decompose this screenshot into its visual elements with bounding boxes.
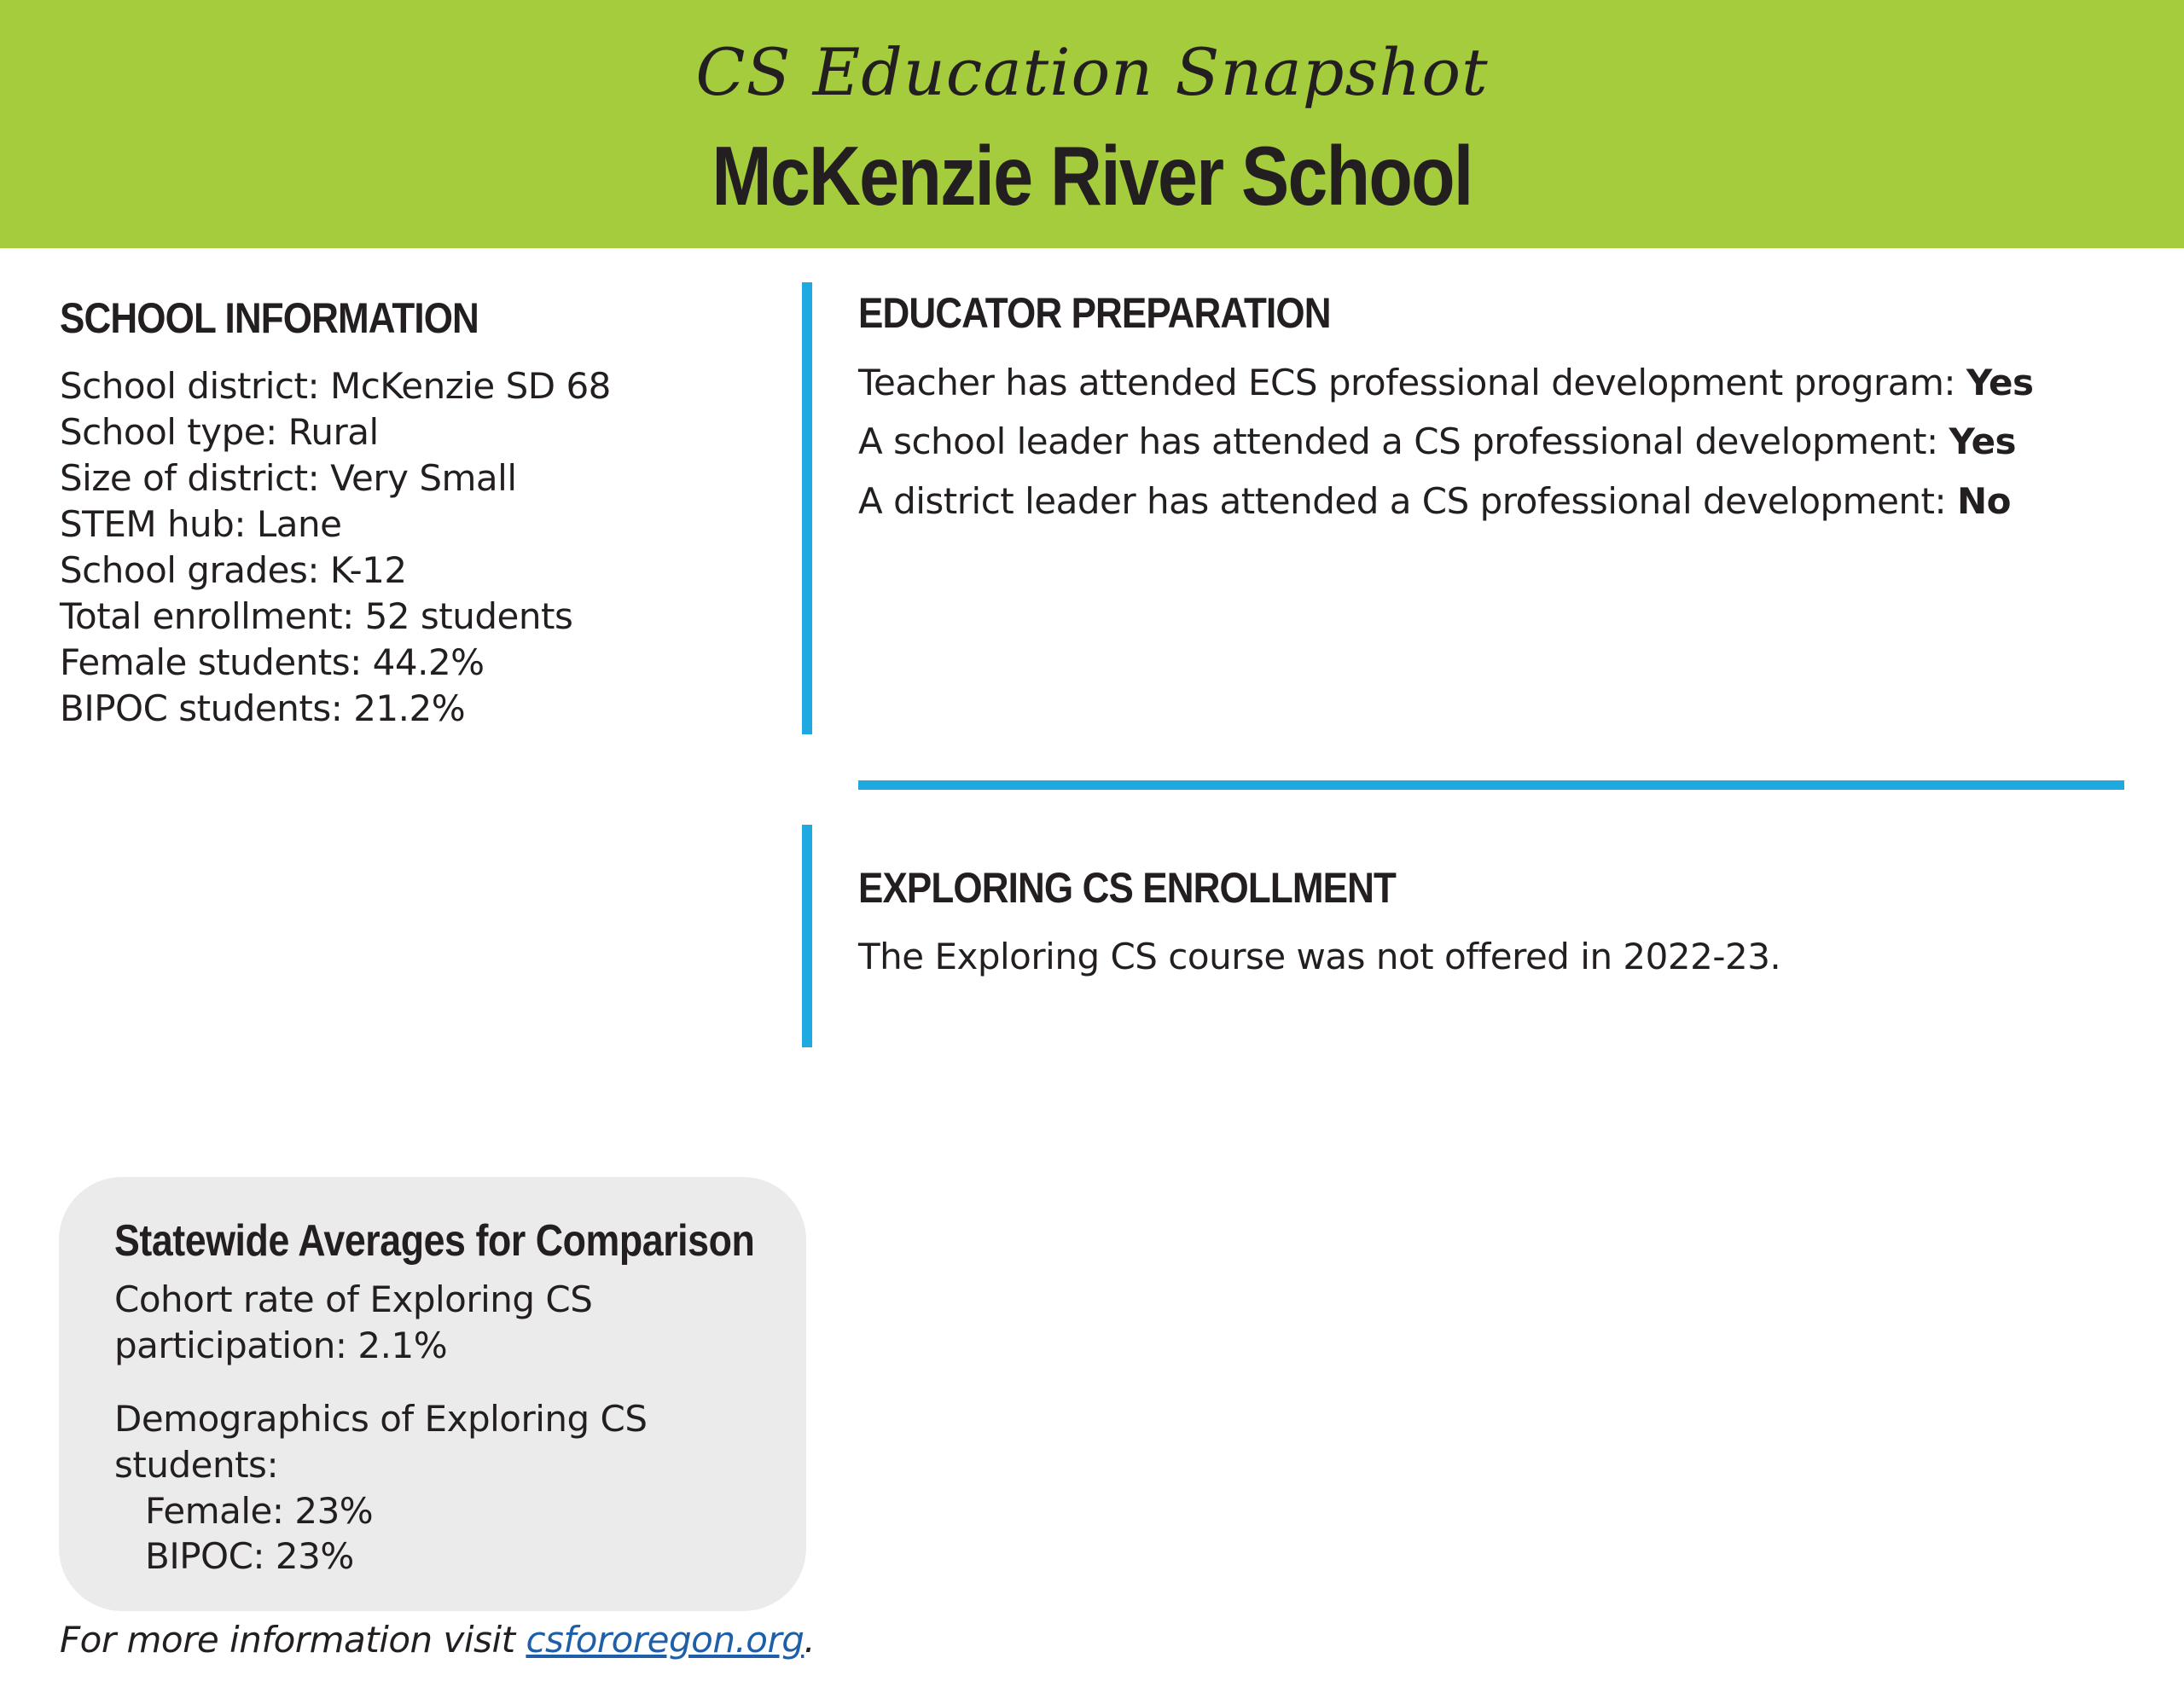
school-grades: School grades: K-12 <box>60 549 407 591</box>
cohort-rate-line1: Cohort rate of Exploring CS <box>114 1278 593 1320</box>
educator-item-value: No <box>1957 480 2012 522</box>
educator-item-label: Teacher has attended ECS professional development program: <box>858 362 1966 403</box>
educator-item-teacher <box>858 362 2033 403</box>
report-subtitle: CS Education Snapshot <box>695 34 1489 110</box>
statewide-bipoc: BIPOC: 23% <box>145 1535 354 1577</box>
demographics-line2: students: <box>114 1444 279 1486</box>
exploring-cs-enrollment-heading: EXPLORING CS ENROLLMENT <box>858 864 1397 912</box>
cohort-rate-line2: participation: 2.1% <box>114 1325 448 1366</box>
school-district: School district: McKenzie SD 68 <box>60 365 611 407</box>
stem-hub: STEM hub: Lane <box>60 503 342 545</box>
statewide-averages-heading: Statewide Averages for Comparison <box>114 1216 755 1266</box>
csfororegon-link[interactable]: csfororegon.org <box>526 1619 804 1661</box>
school-name-title: McKenzie River School <box>712 129 1472 223</box>
educator-item-value: Yes <box>1949 420 2017 462</box>
enrollment-status-text: The Exploring CS course was not offered in 2022-23. <box>858 936 1781 977</box>
statewide-female: Female: 23% <box>145 1490 374 1532</box>
vertical-divider-bottom <box>802 825 812 1047</box>
footer-note <box>60 1619 815 1661</box>
total-enrollment: Total enrollment: 52 students <box>60 595 573 637</box>
educator-item-district-leader <box>858 480 2011 522</box>
district-size: Size of district: Very Small <box>60 457 517 499</box>
educator-item-label: A school leader has attended a CS professional development: <box>858 420 1949 462</box>
footer-suffix: . <box>804 1619 816 1661</box>
educator-item-value: Yes <box>1966 362 2034 403</box>
header-banner <box>0 0 2184 248</box>
footer-prefix: For more information visit <box>60 1619 526 1661</box>
school-type: School type: Rural <box>60 411 379 453</box>
school-information-heading: SCHOOL INFORMATION <box>60 294 479 342</box>
demographics-line1: Demographics of Exploring CS <box>114 1398 648 1440</box>
educator-item-school-leader <box>858 420 2016 462</box>
horizontal-divider <box>858 780 2124 790</box>
female-students: Female students: 44.2% <box>60 641 485 683</box>
educator-item-label: A district leader has attended a CS professional development: <box>858 480 1958 522</box>
bipoc-students: BIPOC students: 21.2% <box>60 687 466 729</box>
vertical-divider-top <box>802 282 812 734</box>
educator-preparation-heading: EDUCATOR PREPARATION <box>858 289 1331 337</box>
